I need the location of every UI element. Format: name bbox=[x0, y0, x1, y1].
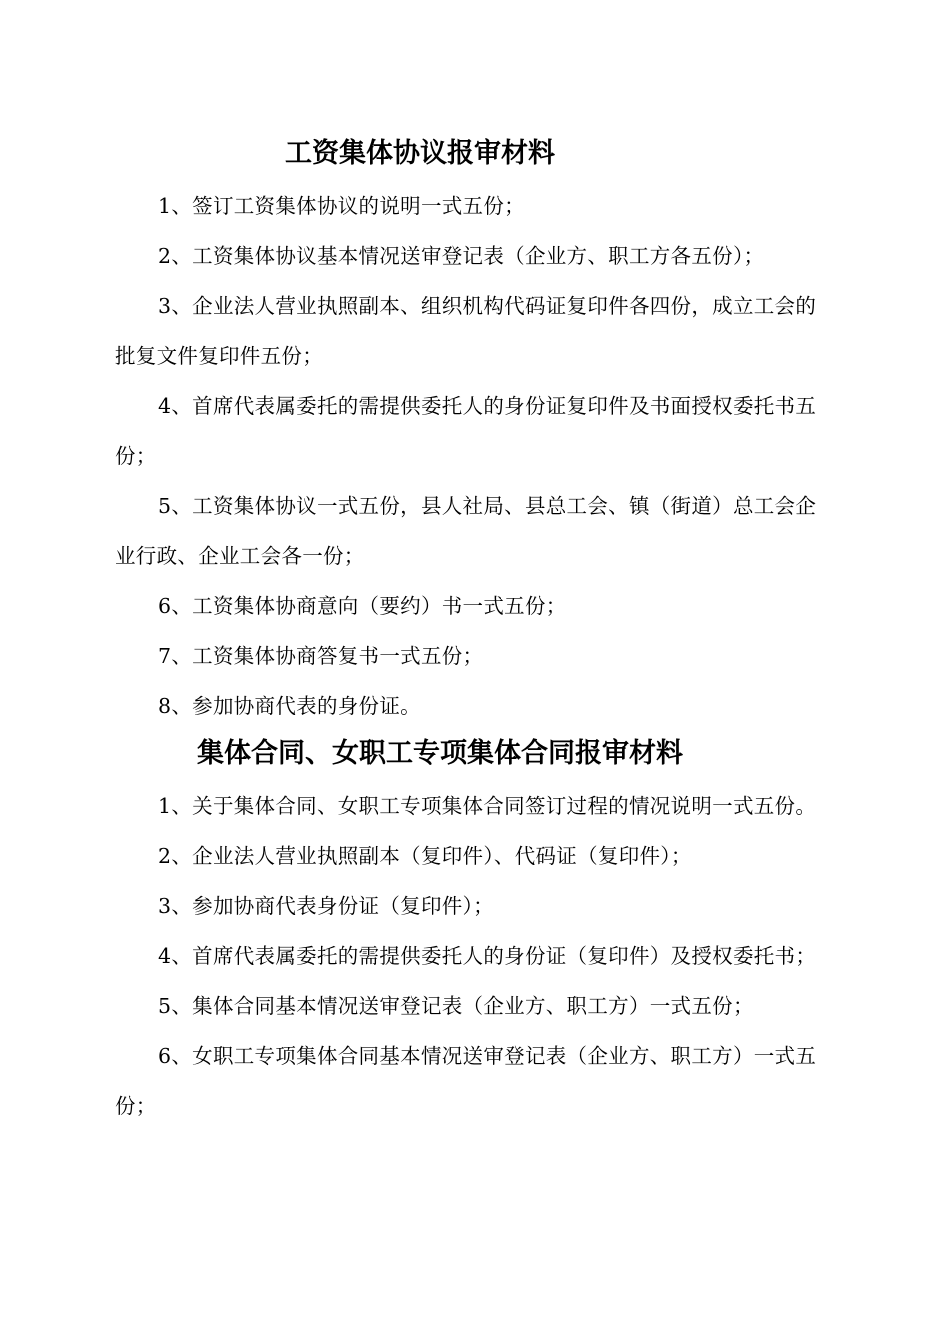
section-wage-agreement-list bbox=[115, 181, 835, 731]
list-item: 5、工资集体协议一式五份，县人社局、县总工会、镇（街道）总工会企业行政、企业工会各一份； bbox=[115, 494, 817, 568]
list-item: 3、企业法人营业执照副本、组织机构代码证复印件各四份，成立工会的批复文件复印件五份； bbox=[115, 294, 817, 368]
list-item: 7、工资集体协商答复书一式五份； bbox=[158, 644, 484, 668]
list-item: 4、首席代表属委托的需提供委托人的身份证复印件及书面授权委托书五份； bbox=[115, 394, 817, 468]
list-item: 1、签订工资集体协议的说明一式五份； bbox=[158, 194, 525, 218]
list-item: 1、关于集体合同、女职工专项集体合同签订过程的情况说明一式五份。 bbox=[158, 794, 817, 818]
list-item: 6、女职工专项集体合同基本情况送审登记表（企业方、职工方）一式五份； bbox=[115, 1044, 817, 1118]
document-page bbox=[115, 127, 835, 1131]
list-item: 4、首席代表属委托的需提供委托人的身份证（复印件）及授权委托书； bbox=[158, 944, 817, 968]
list-item: 6、工资集体协商意向（要约）书一式五份； bbox=[158, 594, 567, 618]
section-title-wage-agreement: 工资集体协议报审材料 bbox=[285, 138, 555, 169]
list-item: 3、参加协商代表身份证（复印件）； bbox=[158, 894, 494, 918]
list-item: 2、企业法人营业执照副本（复印件）、代码证（复印件）； bbox=[158, 844, 692, 868]
list-item: 5、集体合同基本情况送审登记表（企业方、职工方）一式五份； bbox=[158, 994, 754, 1018]
section-collective-contract-list bbox=[115, 781, 835, 1131]
list-item: 8、参加协商代表的身份证。 bbox=[158, 694, 421, 718]
list-item: 2、工资集体协议基本情况送审登记表（企业方、职工方各五份）； bbox=[158, 244, 765, 268]
section-title-collective-contract: 集体合同、女职工专项集体合同报审材料 bbox=[197, 738, 683, 769]
